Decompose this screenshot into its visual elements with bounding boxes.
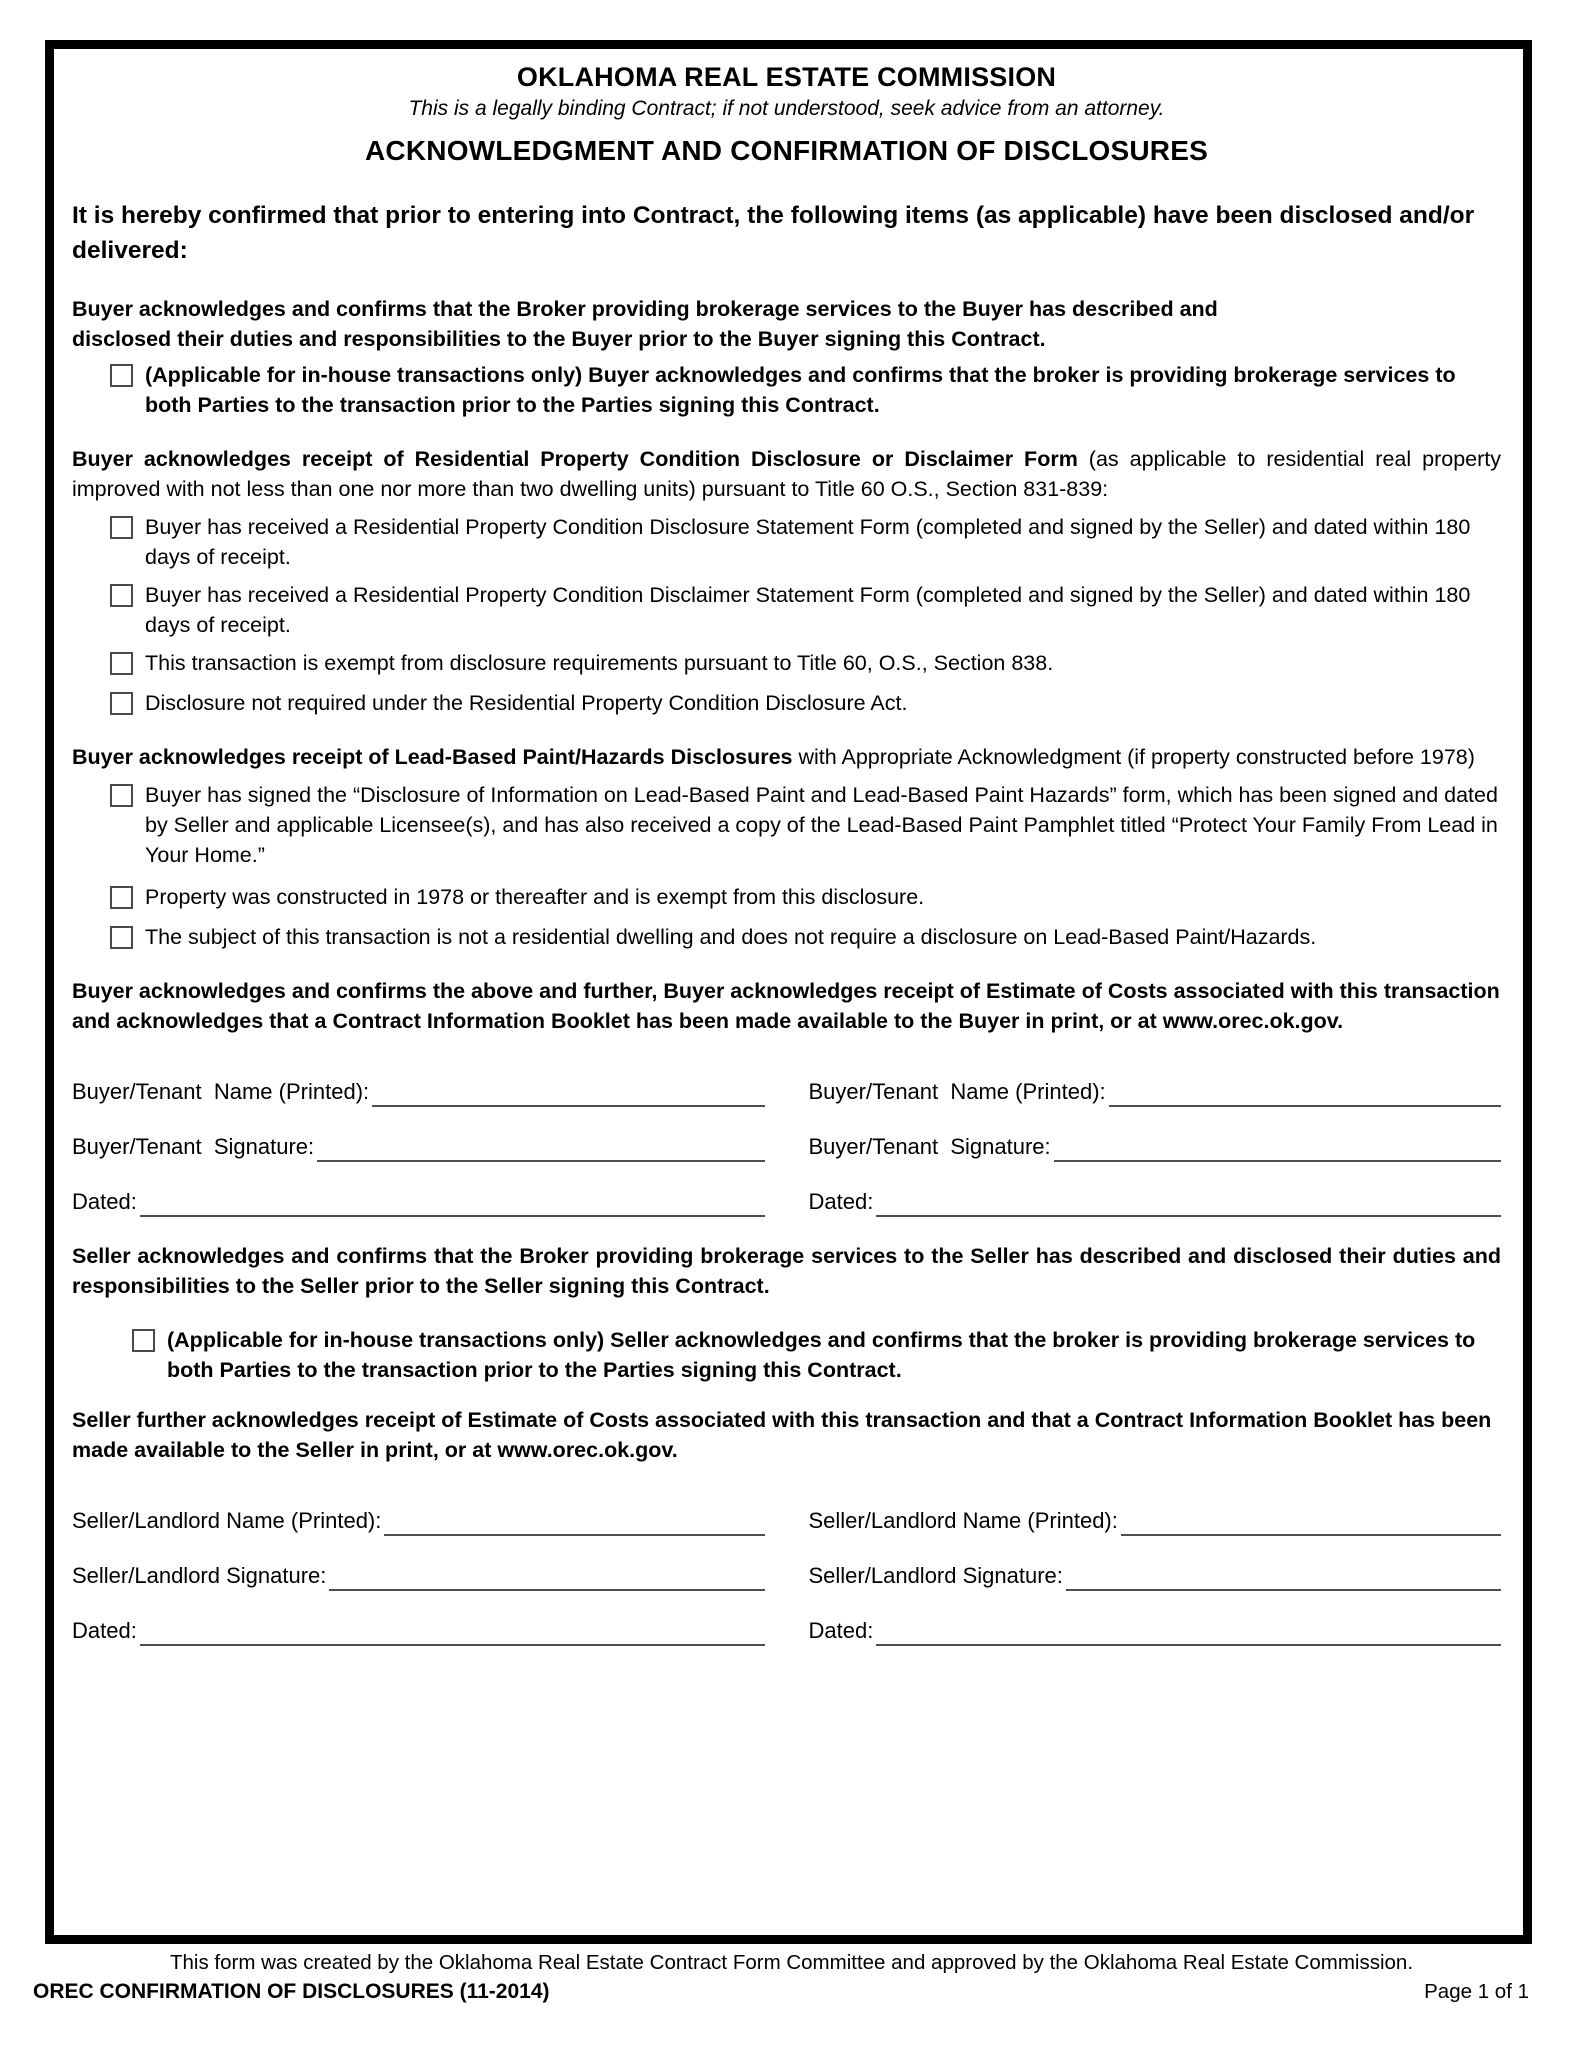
buyer-signature-line-2[interactable]: [1054, 1134, 1501, 1162]
buyer-broker-heading: Buyer acknowledges and confirms that the Broker providing brokerage services to the Buyer has described and disclosed their duties and responsibilities to the Buyer prior to the Buyer signing this Contract.: [72, 297, 1218, 351]
checkbox-disclaimer-statement-label: Buyer has received a Residential Property Condition Disclaimer Statement Form (completed and signed by the Seller) and dated within 180 days of receipt.: [145, 583, 1471, 637]
seller-name-label-2: Seller/Landlord Name (Printed):: [808, 1508, 1118, 1533]
buyer-dated-row: [72, 1186, 1501, 1217]
seller-signature-field-2: [809, 1560, 1502, 1591]
buyer-signature-field-2: [809, 1131, 1502, 1162]
seller-signature-line-1[interactable]: [329, 1563, 764, 1591]
buyer-signature-row: [72, 1131, 1501, 1162]
seller-dated-row: [72, 1615, 1501, 1646]
footer-row: [33, 1980, 1529, 2004]
buyer-signature-line-1[interactable]: [317, 1134, 764, 1162]
checkbox-row-exempt-838: [110, 648, 1501, 678]
seller-name-label-1: Seller/Landlord Name (Printed):: [72, 1508, 382, 1533]
checkbox-buyer-inhouse-label: (Applicable for in-house transactions only) Buyer acknowledges and confirms that the broker is providing brokerage services to both Parties to the transaction prior to the Parties signing this Contract.: [145, 363, 1456, 417]
checkbox-constructed-1978-label: Property was constructed in 1978 or thereafter and is exempt from this disclosure.: [145, 885, 925, 909]
seller-dated-field-2: [809, 1615, 1502, 1646]
seller-dated-line-2[interactable]: [876, 1618, 1501, 1646]
lead-paint-heading-rest: with Appropriate Acknowledgment (if property constructed before 1978): [792, 745, 1475, 769]
seller-dated-label-1: Dated:: [72, 1618, 137, 1643]
lead-paint-heading: [72, 742, 1501, 772]
seller-name-row: [72, 1505, 1501, 1536]
seller-dated-line-1[interactable]: [140, 1618, 765, 1646]
form-title: ACKNOWLEDGMENT AND CONFIRMATION OF DISCLOSURES: [365, 135, 1208, 166]
checkbox-not-residential[interactable]: [110, 926, 133, 949]
seller-name-line-1[interactable]: [384, 1508, 764, 1536]
seller-signature-field-1: [72, 1560, 765, 1591]
org-title: OKLAHOMA REAL ESTATE COMMISSION: [516, 62, 1057, 92]
seller-signature-block: [72, 1505, 1501, 1646]
form-border-box: [45, 40, 1532, 1944]
seller-dated-label-2: Dated:: [808, 1618, 874, 1643]
checkbox-disclosure-statement[interactable]: [110, 516, 133, 539]
checkbox-seller-inhouse[interactable]: [132, 1329, 155, 1352]
checkbox-buyer-inhouse[interactable]: [110, 364, 133, 387]
seller-signature-label-1: Seller/Landlord Signature:: [72, 1563, 327, 1588]
buyer-dated-line-1[interactable]: [140, 1189, 765, 1217]
buyer-signature-label-1: Buyer/Tenant Signature:: [72, 1134, 315, 1159]
seller-signature-row: [72, 1560, 1501, 1591]
checkbox-lead-paint-signed[interactable]: [110, 784, 133, 807]
buyer-name-label-2: Buyer/Tenant Name (Printed):: [808, 1079, 1106, 1104]
checkbox-disclosure-not-required[interactable]: [110, 692, 133, 715]
seller-confirm-paragraph: Seller further acknowledges receipt of Estimate of Costs associated with this transaction and that a Contract Information Booklet has been made available to the Seller in print, or at www.orec.ok.gov.: [72, 1408, 1492, 1462]
checkbox-not-residential-label: The subject of this transaction is not a residential dwelling and does not require a disclosure on Lead-Based Paint/Hazards.: [145, 925, 1317, 949]
buyer-confirm-paragraph: Buyer acknowledges and confirms the above and further, Buyer acknowledges receipt of Estimate of Costs associated with this transaction and acknowledges that a Contract Information Booklet has been made available to the Buyer in print, or at www.orec.ok.gov.: [72, 979, 1500, 1033]
seller-signature-line-2[interactable]: [1066, 1563, 1501, 1591]
footer-page-number: Page 1 of 1: [1424, 1980, 1529, 2003]
buyer-name-row: [72, 1076, 1501, 1107]
property-condition-heading-bold: Buyer acknowledges receipt of Residential Property Condition Disclosure or Disclaimer Form: [72, 447, 1078, 471]
seller-name-field-2: [809, 1505, 1502, 1536]
property-condition-heading-rest: (as applicable to residential real property improved with not less than one nor more than two dwelling units) pursuant to Title 60 O.S., Section 831-839:: [72, 447, 1501, 501]
checkbox-row-not-residential: [110, 922, 1501, 952]
checkbox-exempt-838-label: This transaction is exempt from disclosure requirements pursuant to Title 60, O.S., Section 838.: [145, 651, 1054, 675]
checkbox-lead-paint-signed-label: Buyer has signed the “Disclosure of Information on Lead-Based Paint and Lead-Based Paint Hazards” form, which has been signed and dated by Seller and applicable Licensee(s), and has also received a copy of the Lead-Based Paint Pamphlet titled “Protect Your Family From Lead in Your Home.”: [145, 783, 1498, 867]
buyer-dated-label-2: Dated:: [808, 1189, 874, 1214]
seller-name-line-2[interactable]: [1121, 1508, 1501, 1536]
checkbox-exempt-838[interactable]: [110, 652, 133, 675]
buyer-dated-field-2: [809, 1186, 1502, 1217]
property-condition-heading: [72, 444, 1501, 504]
checkbox-row-constructed-1978: [110, 882, 1501, 912]
checkbox-row-disclosure-statement: [110, 512, 1501, 572]
checkbox-row-disclaimer-statement: [110, 580, 1501, 640]
buyer-dated-field-1: [72, 1186, 765, 1217]
seller-signature-label-2: Seller/Landlord Signature:: [808, 1563, 1063, 1588]
seller-broker-heading: Seller acknowledges and confirms that the Broker providing brokerage services to the Seller has described and disclosed their duties and responsibilities to the Seller prior to the Seller signing this Contract.: [72, 1244, 1501, 1298]
checkbox-row-buyer-inhouse: [110, 360, 1501, 420]
buyer-name-label-1: Buyer/Tenant Name (Printed):: [72, 1079, 370, 1104]
buyer-dated-line-2[interactable]: [876, 1189, 1501, 1217]
legal-notice: This is a legally binding Contract; if not understood, seek advice from an attorney.: [408, 97, 1165, 120]
intro-text: It is hereby confirmed that prior to entering into Contract, the following items (as applicable) have been disclosed and/or delivered:: [72, 202, 1475, 264]
seller-name-field-1: [72, 1505, 765, 1536]
checkbox-disclaimer-statement[interactable]: [110, 584, 133, 607]
footer-committee-note: This form was created by the Oklahoma Real Estate Contract Form Committee and approved by the Oklahoma Real Estate Commission.: [169, 1951, 1414, 1974]
seller-dated-field-1: [72, 1615, 765, 1646]
buyer-signature-label-2: Buyer/Tenant Signature:: [808, 1134, 1051, 1159]
buyer-name-field-2: [809, 1076, 1502, 1107]
buyer-name-line-2[interactable]: [1109, 1079, 1501, 1107]
buyer-signature-field-1: [72, 1131, 765, 1162]
buyer-name-line-1[interactable]: [372, 1079, 764, 1107]
buyer-signature-block: [72, 1076, 1501, 1217]
checkbox-disclosure-not-required-label: Disclosure not required under the Residential Property Condition Disclosure Act.: [145, 691, 908, 715]
checkbox-row-lead-paint-signed: [110, 780, 1501, 870]
checkbox-row-disclosure-not-required: [110, 688, 1501, 718]
checkbox-row-seller-inhouse: [132, 1325, 1501, 1385]
buyer-name-field-1: [72, 1076, 765, 1107]
checkbox-constructed-1978[interactable]: [110, 886, 133, 909]
lead-paint-heading-bold: Buyer acknowledges receipt of Lead-Based Paint/Hazards Disclosures: [72, 745, 793, 769]
checkbox-seller-inhouse-label: (Applicable for in-house transactions only) Seller acknowledges and confirms that the broker is providing brokerage services to both Parties to the transaction prior to the Parties signing this Contract.: [167, 1328, 1476, 1382]
buyer-dated-label-1: Dated:: [72, 1189, 137, 1214]
footer-form-id: OREC CONFIRMATION OF DISCLOSURES (11-2014): [33, 1980, 550, 2003]
checkbox-disclosure-statement-label: Buyer has received a Residential Property Condition Disclosure Statement Form (completed and signed by the Seller) and dated within 180 days of receipt.: [145, 515, 1471, 569]
